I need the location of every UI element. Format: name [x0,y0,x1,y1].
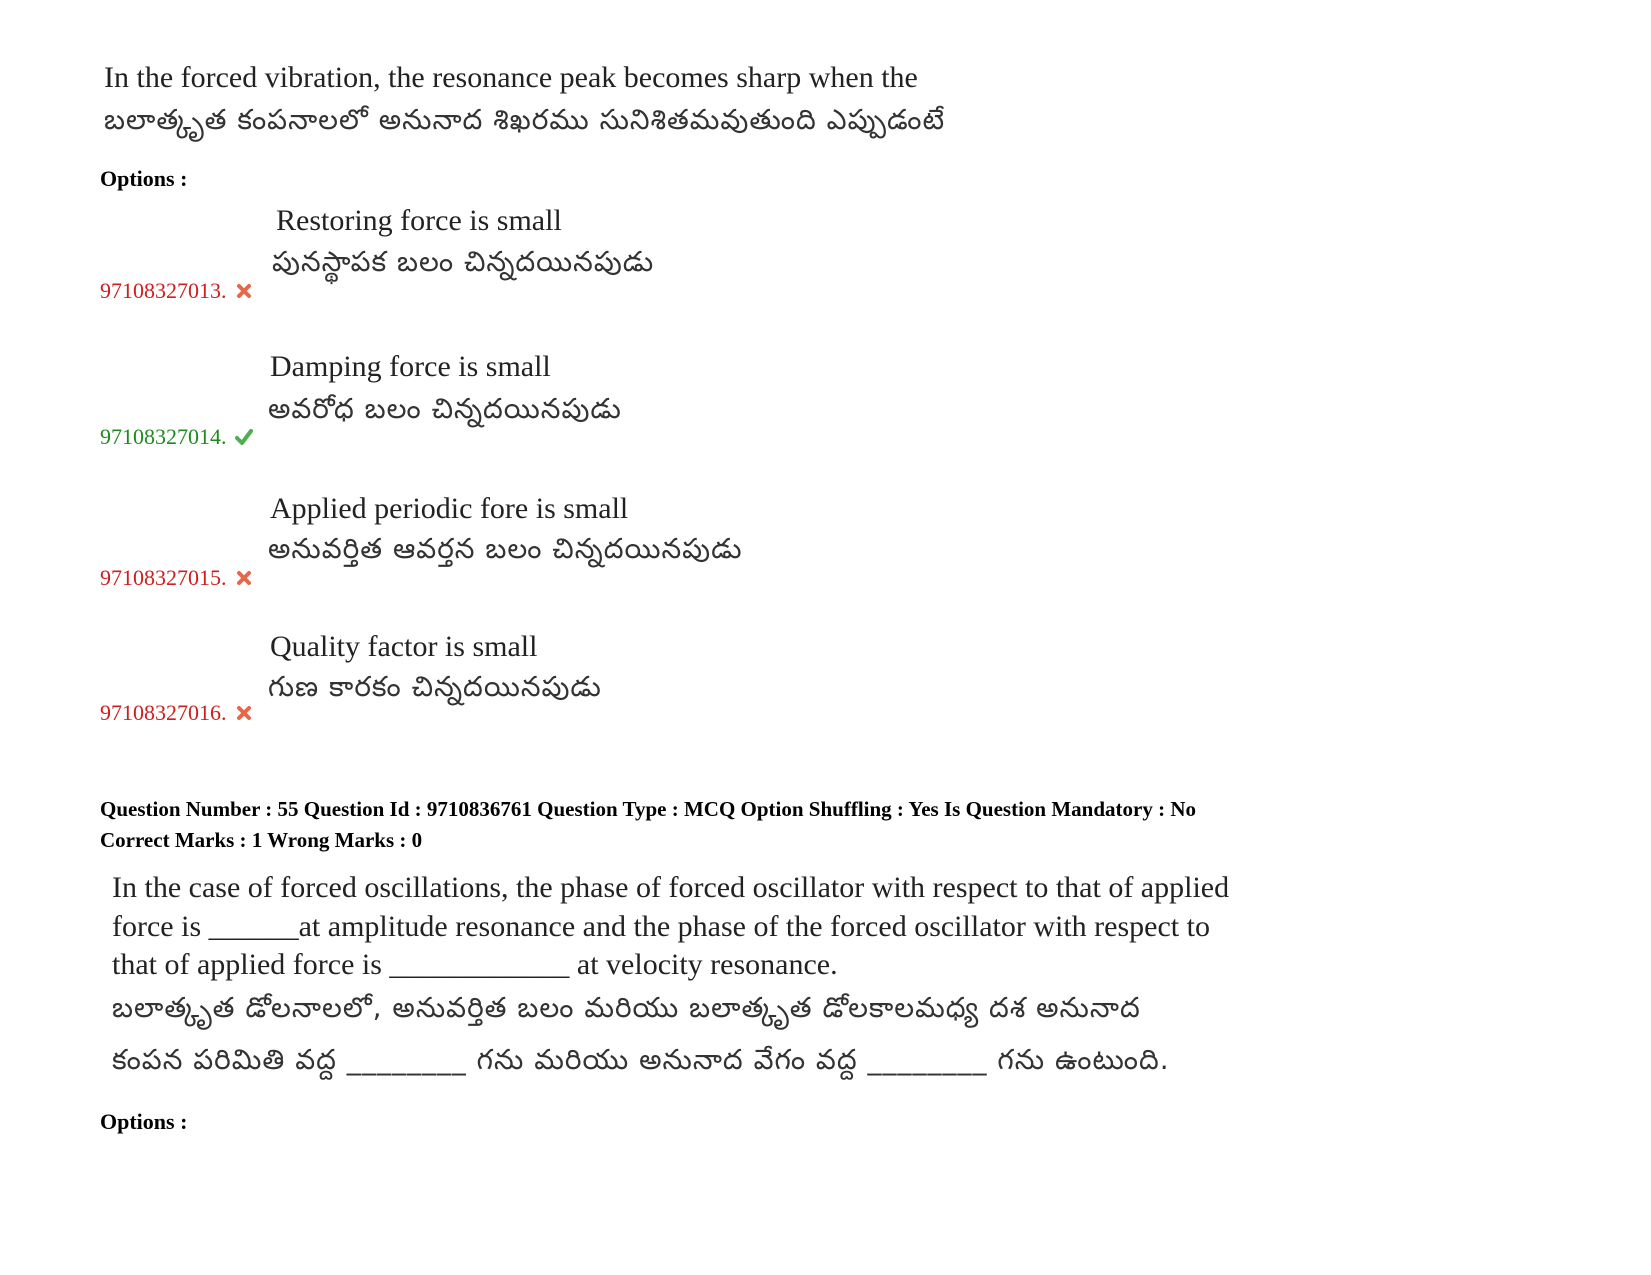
options-label: Options : [100,1109,188,1134]
question-text-english: In the forced vibration, the resonance peak becomes sharp when the [104,61,918,94]
option-id-row [100,565,253,591]
option-id-row [100,700,253,726]
option-id: 97108327014. [100,424,227,449]
option-text-telugu: పునస్థాపక బలం చిన్నదయినపుడు [272,245,655,278]
option-text-english: Restoring force is small [276,204,562,237]
option-text-english: Quality factor is small [270,630,538,663]
question-text-english-line: that of applied force is ____________ at velocity resonance. [112,948,838,981]
option-id-row [100,424,253,450]
marks-line: Correct Marks : 1 Wrong Marks : 0 [100,828,423,852]
option-id: 97108327013. [100,278,227,303]
question-text-telugu: బలాత్కృత కంపనాలలో అనునాద శిఖరము సునిశితమవుతుంది ఎప్పుడంటే [104,103,946,136]
option-text-english: Damping force is small [270,350,551,383]
wrong-mark-icon [235,569,253,587]
correct-mark-icon [235,428,253,446]
wrong-mark-icon [235,282,253,300]
question-meta-line: Question Number : 55 Question Id : 9710836761 Question Type : MCQ Option Shuffling : Yes Is Question Mandatory : No [100,797,1196,821]
option-text-telugu: గుణ కారకం చిన్నదయినపుడు [268,670,602,703]
question-text-telugu-line: కంపన పరిమితి వద్ద ________ గను మరియు అనునాద వేగం వద్ద ________ గను ఉంటుంది. [112,1043,1170,1076]
wrong-mark-icon [235,704,253,722]
question-text-english-line: force is ______at amplitude resonance and the phase of the forced oscillator with respect to [112,910,1210,943]
option-id: 97108327015. [100,565,227,590]
question-text-telugu-line: బలాత్కృత డోలనాలలో, అనువర్తిత బలం మరియు బలాత్కృత డోలకాలమధ్య దశ అనునాద [112,991,1141,1024]
option-text-english: Applied periodic fore is small [270,492,629,525]
question-text-english-line: In the case of forced oscillations, the phase of forced oscillator with respect to that of applied [112,871,1230,904]
option-id-row [100,278,253,304]
option-text-telugu: అనువర్తిత ఆవర్తన బలం చిన్నదయినపుడు [268,532,743,565]
options-label: Options : [100,166,188,191]
option-text-telugu: అవరోధ బలం చిన్నదయినపుడు [268,392,622,425]
option-id: 97108327016. [100,700,227,725]
